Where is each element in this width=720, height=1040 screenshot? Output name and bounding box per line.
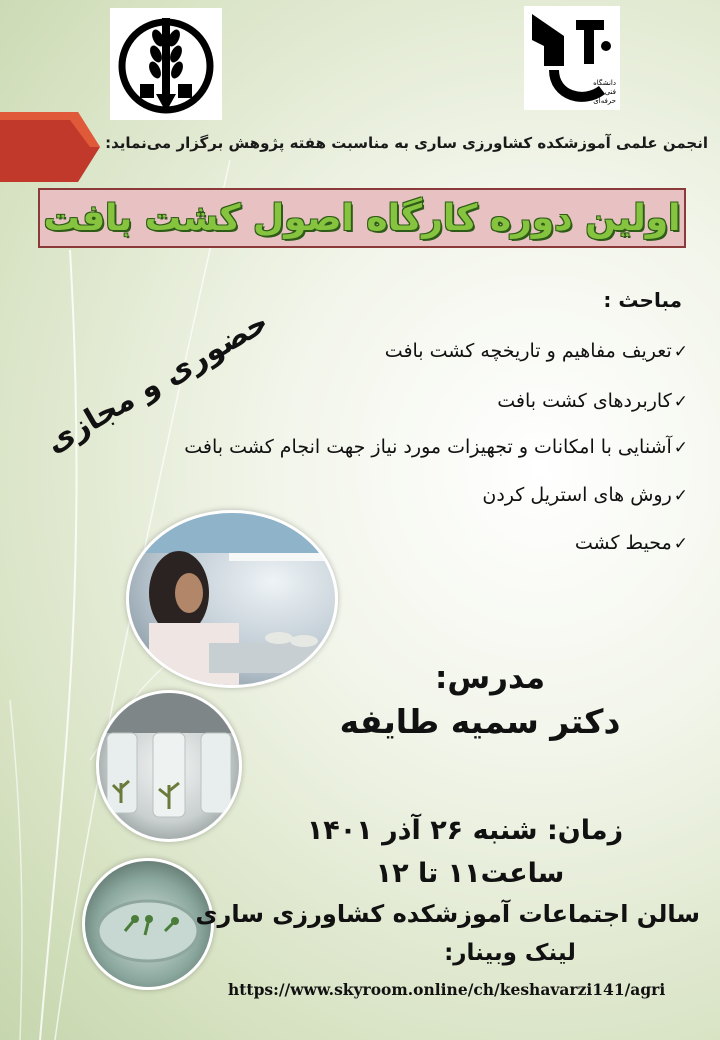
lab-photo-jars xyxy=(96,690,242,842)
webinar-link[interactable]: https://www.skyroom.online/ch/keshavarzi141/agri xyxy=(228,980,666,999)
red-tab-decoration xyxy=(0,112,100,182)
check-icon: ✓ xyxy=(673,392,688,412)
topic-item: ✓تعریف مفاهیم و تاریخچه کشت بافت xyxy=(384,340,688,362)
topic-item: ✓کاربردهای کشت بافت xyxy=(497,390,688,412)
teacher-label: مدرس: xyxy=(434,660,546,696)
college-logo xyxy=(110,8,222,120)
topics-heading: مباحث : xyxy=(603,288,682,312)
lab-photo-hood xyxy=(126,510,338,688)
check-icon: ✓ xyxy=(673,486,688,506)
check-icon: ✓ xyxy=(673,438,688,458)
topic-item: ✓روش های استریل کردن xyxy=(482,484,688,506)
check-icon: ✓ xyxy=(673,534,688,554)
university-logo-text: دانشگاه فنی و حرفه‌ای xyxy=(593,79,616,105)
page-title: اولین دوره کارگاه اصول کشت بافت xyxy=(43,197,681,239)
topic-item: ✓محیط کشت xyxy=(574,532,688,554)
topic-item: ✓آشنایی با امکانات و تجهیزات مورد نیاز جهت انجام کشت بافت xyxy=(184,436,688,458)
webinar-link-label: لینک وبینار: xyxy=(444,940,576,966)
event-date: زمان: شنبه ۲۶ آذر ۱۴۰۱ xyxy=(306,815,624,846)
mode-label: حضوری و مجازی xyxy=(40,304,275,461)
event-venue: سالن اجتماعات آموزشکده کشاورزی ساری xyxy=(195,900,700,928)
title-banner xyxy=(38,188,686,248)
intro-text: انجمن علمی آموزشکده کشاورزی ساری به مناسبت هفته پژوهش برگزار می‌نماید: xyxy=(105,134,708,152)
university-logo xyxy=(524,6,620,110)
lab-photo-culture xyxy=(82,858,214,990)
teacher-name: دکتر سمیه طایفه xyxy=(339,702,621,741)
event-time: ساعت۱۱ تا ۱۲ xyxy=(375,858,565,889)
check-icon: ✓ xyxy=(673,342,688,362)
wheat-pen-icon xyxy=(110,8,222,120)
